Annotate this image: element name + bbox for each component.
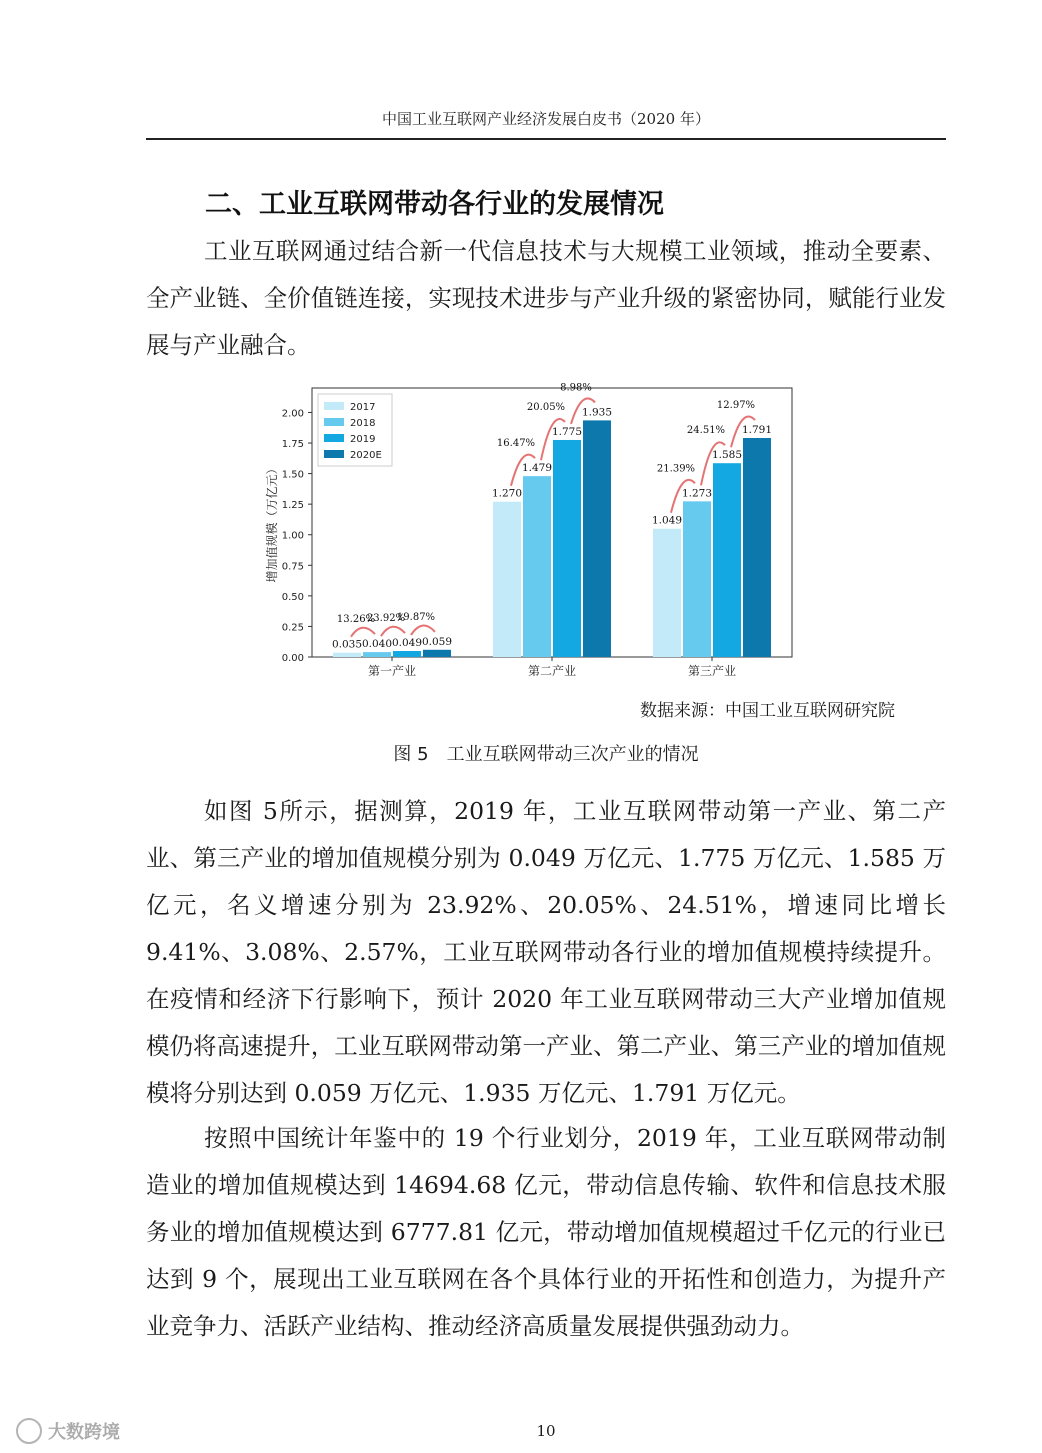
bar-value-label: 1.049 <box>651 514 683 527</box>
bar-value-label: 1.935 <box>581 406 613 419</box>
bar <box>393 651 421 657</box>
bar-value-label: 0.040 <box>361 638 393 651</box>
bar-value-label: 0.059 <box>421 635 453 648</box>
data-source: 数据来源：中国工业互联网研究院 <box>640 701 895 721</box>
legend-label: 2018 <box>350 418 376 429</box>
bar-value-label: 1.479 <box>521 462 553 475</box>
watermark-logo <box>16 1418 120 1444</box>
legend-swatch <box>324 434 344 442</box>
bar <box>363 652 391 657</box>
bar-chart <box>262 382 802 682</box>
x-tick-label: 第二产业 <box>527 664 577 678</box>
bar-value-label: 1.775 <box>551 425 583 438</box>
bar <box>333 653 361 657</box>
bar-value-label: 0.049 <box>391 637 423 650</box>
y-tick-label: 1.50 <box>281 469 304 481</box>
growth-label: 23.92% <box>366 613 406 625</box>
growth-label: 20.05% <box>526 401 566 413</box>
y-tick-label: 1.25 <box>281 500 304 512</box>
bar <box>683 501 711 657</box>
page-header: 中国工业互联网产业经济发展白皮书（2020 年） <box>382 110 710 128</box>
bar <box>713 463 741 657</box>
y-tick-label: 1.00 <box>281 530 304 542</box>
bar-value-label: 1.585 <box>711 449 743 462</box>
legend-label: 2019 <box>350 434 376 445</box>
bar <box>743 438 771 657</box>
growth-label: 8.98% <box>560 382 592 394</box>
legend-swatch <box>324 450 344 458</box>
legend-swatch <box>324 402 344 410</box>
watermark-icon <box>16 1418 42 1444</box>
growth-label: 21.39% <box>656 463 696 475</box>
bar <box>583 420 611 657</box>
watermark-text: 大数跨境 <box>48 1422 120 1443</box>
bar <box>553 440 581 657</box>
growth-label: 16.47% <box>496 438 536 450</box>
growth-label: 13.26% <box>336 614 376 626</box>
legend-swatch <box>324 418 344 426</box>
bar-value-label: 0.035 <box>331 638 363 651</box>
chart-svg <box>262 382 802 682</box>
bar-value-label: 1.791 <box>741 424 773 437</box>
legend-label: 2017 <box>350 402 376 413</box>
bar <box>653 529 681 657</box>
growth-label: 19.87% <box>396 611 436 623</box>
figure-caption: 图 5 工业互联网带动三次产业的情况 <box>393 744 699 765</box>
bar-value-label: 1.270 <box>491 487 523 500</box>
x-tick-label: 第一产业 <box>367 664 417 678</box>
page-number: 10 <box>536 1422 556 1440</box>
section-title: 二、工业互联网带动各行业的发展情况 <box>205 189 664 220</box>
y-tick-label: 1.75 <box>281 439 304 451</box>
legend-label: 2020E <box>350 450 382 461</box>
y-tick-label: 0.00 <box>281 653 304 664</box>
bar <box>423 650 451 657</box>
y-axis-label: 增加值规模（万亿元） <box>265 462 279 583</box>
growth-label: 12.97% <box>716 400 756 412</box>
growth-label: 24.51% <box>686 425 726 437</box>
x-tick-label: 第三产业 <box>687 664 737 678</box>
y-tick-label: 0.25 <box>281 622 304 634</box>
bar <box>493 502 521 657</box>
y-tick-label: 0.75 <box>281 561 304 573</box>
paragraph-intro: 工业互联网通过结合新一代信息技术与大规模工业领域，推动全要素、全产业链、全价值链连接，实现技术进步与产业升级的紧密协同，赋能行业发展与产业融合。 <box>146 237 946 359</box>
y-tick-label: 0.50 <box>281 591 304 603</box>
bar <box>523 476 551 657</box>
paragraph-analysis: 如图 5所示，据测算，2019 年，工业互联网带动第一产业、第二产业、第三产业的增加值规模分别为 0.049 万亿元、1.775 万亿元、1.585 万亿元，名义增速分别为 23.92%、20.05%、24.51%，增速同比增长 9.41%、3.08%、2.57%，工业互联网带动各行业的增加值规模持续提升。在疫情和经济下行影响下，预计 2020 年工业互联网带动三大产业增加值规模仍将高速提升，工业互联网带动第一产业、第二产业、第三产业的增加值规模将分别达到 0.059 万亿元、1.935 万亿元、1.791 万亿元。 <box>146 797 946 1107</box>
y-tick-label: 2.00 <box>281 408 304 420</box>
header-rule <box>146 138 946 140</box>
bar-value-label: 1.273 <box>681 487 713 500</box>
paragraph-industries: 按照中国统计年鉴中的 19 个行业划分，2019 年，工业互联网带动制造业的增加值规模达到 14694.68 亿元，带动信息传输、软件和信息技术服务业的增加值规模达到 6777.81 亿元，带动增加值规模超过千亿元的行业已达到 9 个，展现出工业互联网在各个具体行业的开拓性和创造力，为提升产业竞争力、活跃产业结构、推动经济高质量发展提供强劲动力。 <box>146 1124 946 1340</box>
